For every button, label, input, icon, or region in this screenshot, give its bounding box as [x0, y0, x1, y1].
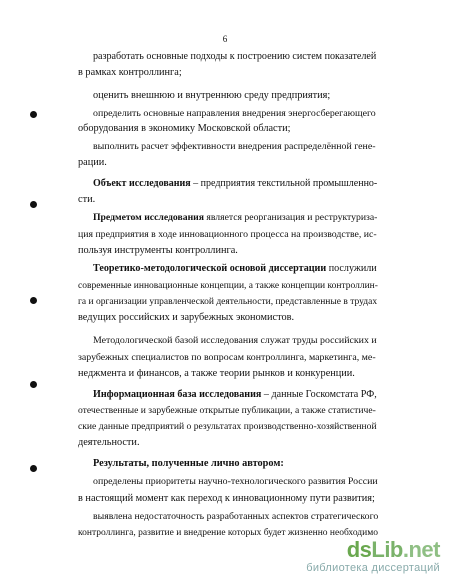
text-run: рации. [78, 157, 107, 168]
text-line [78, 437, 140, 449]
text-run: оборудования в экономику Московской области; [78, 123, 291, 134]
text-line [93, 511, 378, 523]
watermark [306, 539, 440, 574]
text-run: ция предприятия в ходе инновационного процесса на производстве, ис- [78, 229, 377, 240]
bold-run: Объект исследования [93, 178, 191, 189]
text-run: – предприятия текстильной промышленно- [190, 178, 378, 189]
text-line [78, 157, 107, 169]
bold-run: Информационная база исследования [93, 389, 262, 400]
text-line [78, 493, 375, 505]
text-line [93, 263, 377, 275]
text-run: современные инновационные концепции, а также концепции контроллин- [78, 281, 378, 291]
text-line [78, 245, 238, 257]
text-line [78, 368, 355, 380]
page-number: 6 [222, 34, 228, 44]
watermark-logo: dsLib.net [346, 537, 440, 562]
text-line [78, 67, 182, 79]
text-run: га и организации управленческой деятельности, представленные в трудах [78, 297, 378, 307]
text-line [78, 280, 378, 292]
text-run: определить основные направления внедрения энергосберегающего [93, 108, 376, 119]
text-line [78, 352, 376, 364]
text-line [78, 421, 377, 433]
text-run: деятельности. [78, 437, 140, 448]
text-run: пользуя инструменты контроллинга. [78, 245, 238, 256]
text-run: сти. [78, 194, 96, 205]
text-run: является реорганизация и реструктуриза- [203, 212, 378, 223]
text-run: ведущих российских и зарубежных экономистов. [78, 312, 295, 323]
text-run: в рамках контроллинга; [78, 67, 182, 78]
text-line [93, 389, 377, 401]
text-run: выполнить расчет эффективности внедрения распределённой гене- [93, 141, 376, 152]
text-line [78, 405, 376, 417]
text-run: в настоящий момент как переход к инновационному пути развития; [78, 493, 375, 504]
text-line [93, 212, 377, 224]
text-run: разработать основные подходы к построению систем показателей [93, 51, 377, 62]
text-line [93, 51, 376, 63]
text-run: оценить внешнюю и внутреннюю среду предприятия; [93, 90, 331, 101]
text-run: выявлена недостаточность разработанных аспектов стратегического [93, 511, 379, 522]
text-line [78, 527, 378, 539]
bold-run: Теоретико-методологической основой диссертации [93, 263, 327, 274]
text-line [78, 194, 95, 206]
text-line [93, 476, 378, 488]
bold-run: Предметом исследования [93, 212, 204, 223]
text-line [78, 229, 377, 241]
text-run: контроллинга, развитие и внедрение которых будет жизненно необходимо [78, 528, 378, 538]
bold-run: Результаты, полученные лично автором: [93, 458, 284, 469]
text-run: неджмента и финансов, а также теории рынков и конкуренции. [78, 368, 355, 379]
margin-bullet [30, 465, 37, 472]
text-line [93, 178, 377, 190]
text-run: Методологической базой исследования служат труды российских и [93, 335, 377, 346]
text-line [93, 458, 284, 470]
margin-bullet [30, 381, 37, 388]
margin-bullet [30, 297, 37, 304]
margin-bullet [30, 201, 37, 208]
text-line [93, 108, 376, 120]
text-line [78, 123, 290, 135]
text-run: зарубежных специалистов по вопросам контроллинга, маркетинга, ме- [78, 352, 376, 363]
text-run: отечественные и зарубежные открытые публикации, а также статистиче- [78, 405, 376, 416]
text-line [93, 335, 377, 347]
text-run: ские данные предприятий о результатах производственно-хозяйственной [78, 421, 377, 432]
text-line [78, 296, 377, 308]
text-line [78, 312, 294, 324]
text-run: определены приоритеты научно-технологического развития России [93, 476, 378, 487]
text-run: – данные Госкомстата РФ, [261, 389, 377, 400]
text-line [93, 141, 376, 153]
text-line [93, 90, 330, 102]
watermark-subtitle: библиотека диссертаций [306, 562, 440, 574]
margin-bullet [30, 111, 37, 118]
text-run: послужили [326, 263, 377, 274]
